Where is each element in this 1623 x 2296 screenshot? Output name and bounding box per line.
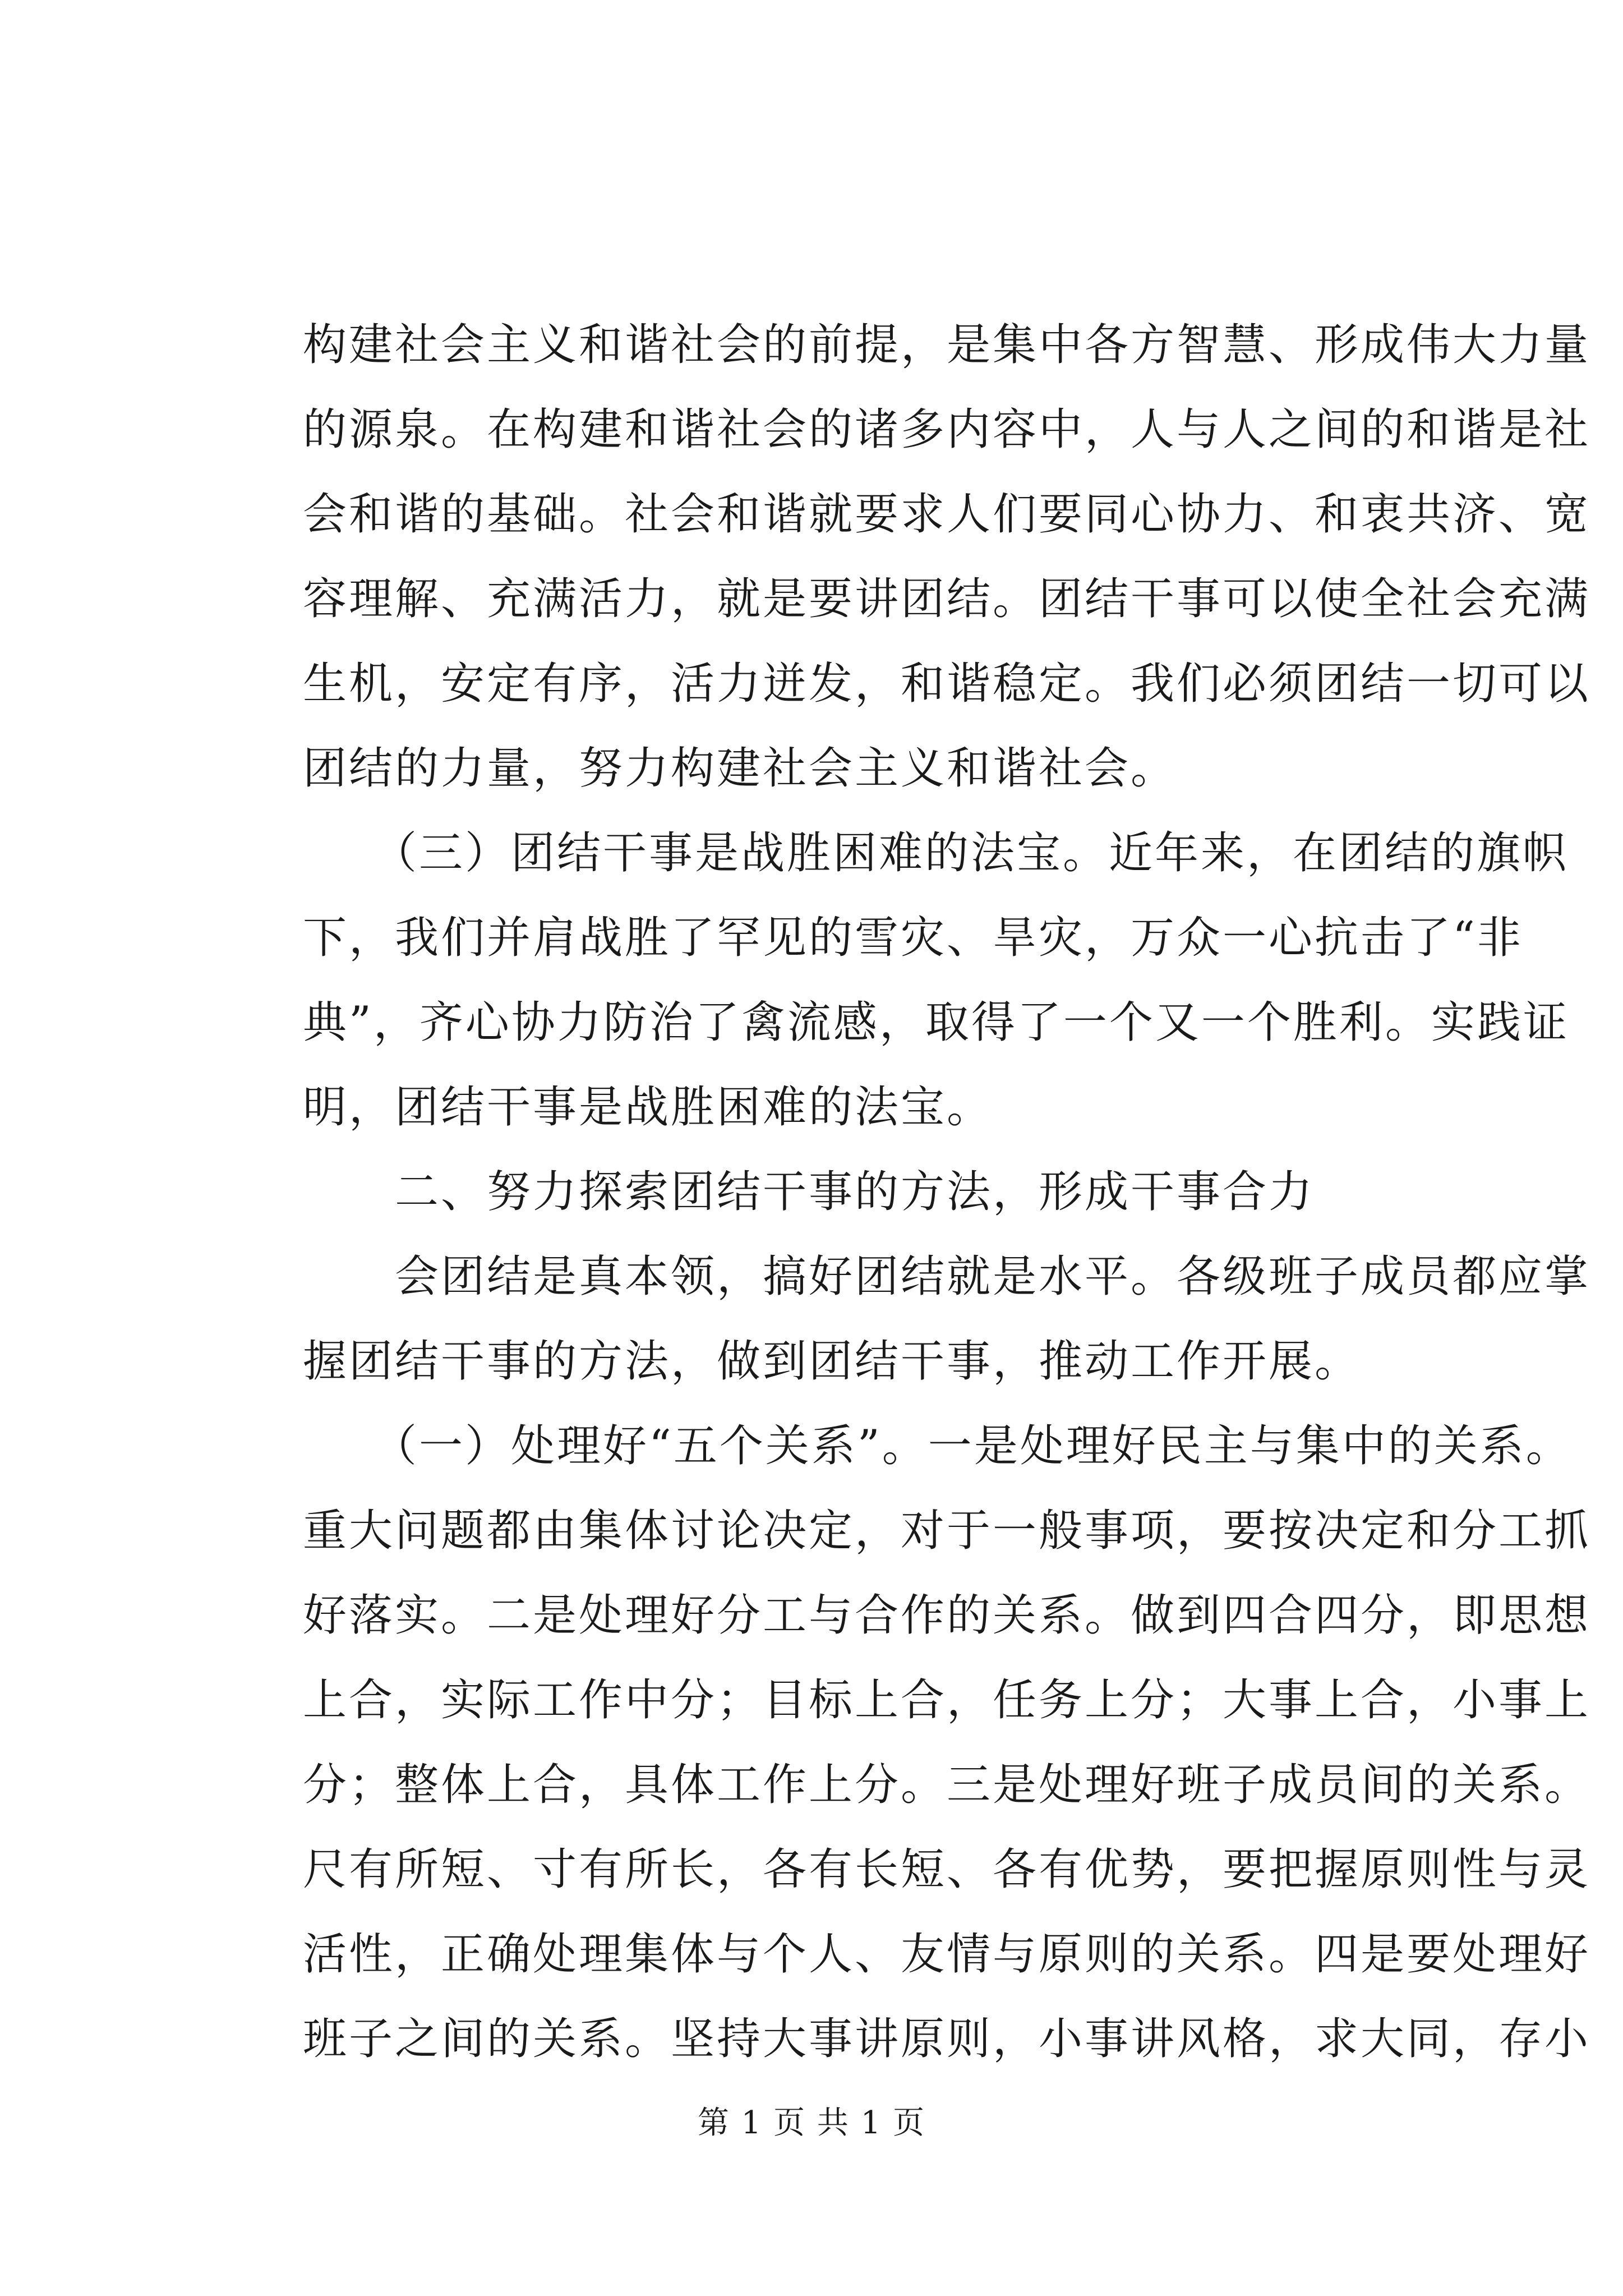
text-line: 下，我们并肩战胜了罕见的雪灾、旱灾，万众一心抗击了“非 [303,913,1523,963]
text-line: 会团结是真本领，搞好团结就是水平。各级班子成员都应掌 [303,1251,1591,1302]
text-line: 生机，安定有序，活力迸发，和谐稳定。我们必须团结一切可以 [303,659,1591,709]
document-body [303,303,1591,2082]
text-line: 团结的力量，努力构建社会主义和谐社会。 [303,743,1177,794]
text-line: 容理解、充满活力，就是要讲团结。团结干事可以使全社会充满 [303,574,1591,624]
text-line: 尺有所短、寸有所长，各有长短、各有优势，要把握原则性与灵 [303,1844,1591,1895]
section-heading: 二、努力探索团结干事的方法，形成干事合力 [303,1167,1315,1217]
text-line: 上合，实际工作中分；目标上合，任务上分；大事上合，小事上 [303,1675,1591,1726]
text-line: 会和谐的基础。社会和谐就要求人们要同心协力、和衷共济、宽 [303,489,1591,540]
text-line: 分；整体上合，具体工作上分。三是处理好班子成员间的关系。 [303,1760,1591,1810]
text-line: 构建社会主义和谐社会的前提，是集中各方智慧、形成伟大力量 [303,320,1591,370]
text-line: 明，团结干事是战胜困难的法宝。 [303,1082,993,1133]
text-line: （三）团结干事是战胜困难的法宝。近年来，在团结的旗帜 [303,828,1569,878]
text-line: 活性，正确处理集体与个人、友情与原则的关系。四是要处理好 [303,1929,1591,1980]
text-line: 好落实。二是处理好分工与合作的关系。做到四合四分，即思想 [303,1590,1591,1641]
text-line: 重大问题都由集体讨论决定，对于一般事项，要按决定和分工抓 [303,1506,1591,1556]
text-line: 握团结干事的方法，做到团结干事，推动工作开展。 [303,1336,1361,1387]
page-number-footer: 第 1 页 共 1 页 [697,2105,926,2141]
text-line: 的源泉。在构建和谐社会的诸多内容中，人与人之间的和谐是社 [303,404,1591,455]
text-line: 典”，齐心协力防治了禽流感，取得了一个又一个胜利。实践证 [303,997,1569,1048]
text-line: 班子之间的关系。坚持大事讲原则，小事讲风格，求大同，存小 [303,2014,1591,2064]
text-line: （一）处理好“五个关系”。一是处理好民主与集中的关系。 [303,1421,1572,1471]
